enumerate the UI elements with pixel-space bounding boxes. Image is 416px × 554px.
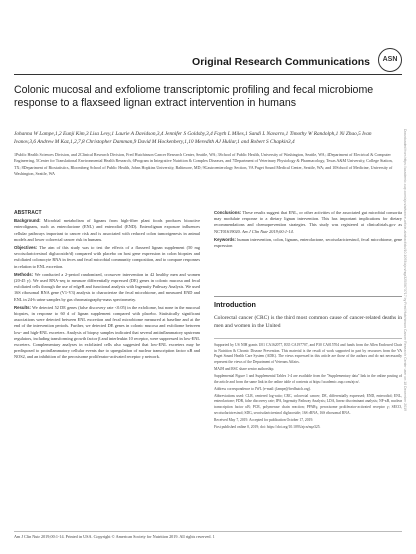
keywords: Keywords: human intervention, colon, lignans, enterolactone, secoisolariciresinol, fecal microbiome, gene expression — [214, 236, 402, 249]
footnote-correspondence: Address correspondence to JWL (e-mail: jlampe@fredhutch.org). — [214, 386, 311, 391]
abstract-background: Background: Microbial metabolism of lignans from high-fiber plant foods produces bioactive enterolignans, such as enterolactone (ENL) and enterodiol (END). Enterolignan exposure influences cellular pathways important to cancer risk and is associated with reduced colon tumorigenesis in animal models and lower colorectal cancer risk in humans. — [14, 218, 201, 242]
page-footer: Am J Clin Nutr 2019;00:1-14. Printed in USA. Copyright © American Society for Nutrition 2019. All rights reserved. 1 — [14, 534, 215, 539]
affiliations: 1Public Health Sciences Division, and 2Clinical Research Division, Fred Hutchinson Cancer Research Center, Seattle, WA; 3School of Public Health, University of Washington, Seattle, WA; 4Department of Electrical & Computer Engineering, 5Center for Translational Environmental Health Research, 6Program in Integrative Nutrition & Complex Diseases, and 7Department of Veterinary Physiology & Pharmacology, Texas A&M University, College Station, TX; 8Department of Biostatistics, Bloomberg School of Public Health, Johns Hopkins University, Baltimore, MD; 9Gastroenterology Section, VA Puget Sound Medical Center, Seattle, WA; and 10School of Medicine, University of Washington, Seattle, WA — [14, 152, 393, 177]
introduction-text: Colorectal cancer (CRC) is the third most common cause of cancer-related deaths in men and women in the United — [214, 315, 402, 329]
abstract-results: Results: We detected 52 DE genes (false discovery rate <0.05) in the exfoliome, but none in the mucosal biopsies, in response to 60 d of lignan supplement compared with placebo. Statistically significant associations were detected between ENL excretion and fecal microbiome measured at baseline and at the end of the intervention periods. Further, we detected DE genes in colonic mucosa and exfoliome between low- and high-ENL excreters. Analysis of biopsy samples indicated that several antiinflammatory upstream regulators, including transforming growth factor β and interleukin 10 receptor, were suppressed in low-ENL excreters. Complementary analyses in exfoliated cells also suggested that low-ENL excreters may be predisposed to proinflammatory cellular events due to upregulation of nuclear transcription factor κB and NOS2, and an inhibition of the peroxisome proliferator-activated receptor γ network. — [14, 304, 200, 360]
footnote-doi: First published online 0, 2019; doi: https://doi.org/10.1093/ajcn/nqz325. — [214, 424, 321, 429]
footnote-funding: Supported by US NIH grants U01 CA162077, R35 CA197707, and P30 CA015704 and funds from the Allen Endowed Chair in Nutrition & Chronic Disease Prevention. This material is the result of work supported in part by resources from the VA Puget Sound Health Care System (ADK). The views expressed in this article are those of the authors and do not necessarily represent the views of the Department of Veterans Affairs. — [214, 343, 402, 364]
introduction-heading: Introduction — [214, 300, 256, 309]
footnote-abbreviations: Abbreviations used: CLR, centered log-ratio; CRC, colorectal cancer; DE, differentially expressed; END, enterodiol; ENL, enterolactone; FDR, false discovery rate; IPA, Ingenuity Pathway Analysis; LDA, linear discriminant analysis; NF-κB, nuclear transcription factor κB; PCR, polymerase chain reaction; PPARγ, peroxisome proliferator-activated receptor γ; SECO, secoisolariciresinol; SDG, secoisolariciresinol diglucoside; 16S rRNA, 16S ribosomal RNA. — [214, 393, 402, 415]
author-list: Johanna W Lampe,1,2 Eunji Kim,3 Lisa Levy,1 Laurie A Davidson,3,4 Jennifer S Goldsby,3,4 Fayth L Miles,1 Sandi L Navarro,1 Timothy W Randolph,1 Ni Zhao,5 Ivan Ivanov,3,6 Andrew M Kaz,1,2,7,8 Christopher Damman,9 David M Hockenbery,1,10 Meredith AJ Hullar,1 and Robert S Chapkin3,4 — [14, 131, 372, 145]
abstract-objectives: Objectives: The aim of this study was to test the effects of a flaxseed lignan supplement (50 mg secoisolariciresinol diglucoside/d) compared with placebo on host gene expression in colon biopsies and exfoliated colonocyte RNA in feces and fecal microbial community composition, and to compare responses in relation to ENL excretion. — [14, 245, 201, 269]
article-title: Colonic mucosal and exfoliome transcriptomic profiling and fecal microbiome response to a flaxseed lignan extract intervention in humans — [14, 84, 374, 109]
footnotes — [214, 343, 402, 432]
abstract-column — [14, 210, 200, 363]
intro-rule — [214, 296, 402, 297]
footer-rule — [14, 531, 402, 532]
footnote-rule — [214, 338, 402, 339]
download-watermark: Downloaded from https://academic.oup.com/ajcn/advance-article-abstract/doi/10.1093/ajcn/nqz325/5673717 by Fred Hutchinson Cancer Research Center user on 18 December 2019 — [403, 128, 407, 412]
footnote-supplement: Supplemental Figure 1 and Supplemental Tables 1-4 are available from the "Supplementary data" link in the online posting of the article and from the same link in the online table of contents at https://academic.oup.com/ajcn/. — [214, 373, 402, 384]
abstract-heading: ABSTRACT — [14, 210, 42, 216]
footnote-received: Received May 7, 2019. Accepted for publication October 17, 2019. — [214, 417, 314, 422]
header-rule — [14, 74, 402, 75]
asn-logo-icon: ASN — [378, 48, 402, 72]
journal-header — [14, 54, 402, 72]
footnote-authorship: MAJH and RSC share senior authorship. — [214, 366, 275, 371]
abstract-column-right — [214, 210, 402, 251]
abstract-methods: Methods: We conducted a 2-period randomized, crossover intervention in 42 healthy men and women (20-45 y). We used RNA-seq to measure differentially expressed (DE) genes in colonic mucosa and fecal exfoliated cells through the use of edgeR and functional analysis with Ingenuity Pathway Analysis. We used 16S ribosomal RNA gene (V1-V3) analysis to characterize the fecal microbiome, and measured END and ENL in 24-h urine samples by gas chromatography-mass spectrometry. — [14, 271, 200, 302]
page-number: 1 — [212, 534, 215, 539]
section-label: Original Research Communications — [192, 56, 370, 68]
abstract-conclusions: Conclusions: These results suggest that ENL, or other activities of the associated gut microbial consortia may modulate response to a dietary lignan intervention. This has important implications for dietary recommendations and chemoprevention strategies. This study was registered at clinicaltrials.gov as NCT01619020. Am J Clin Nutr 2019;00:1-14. — [214, 210, 402, 234]
